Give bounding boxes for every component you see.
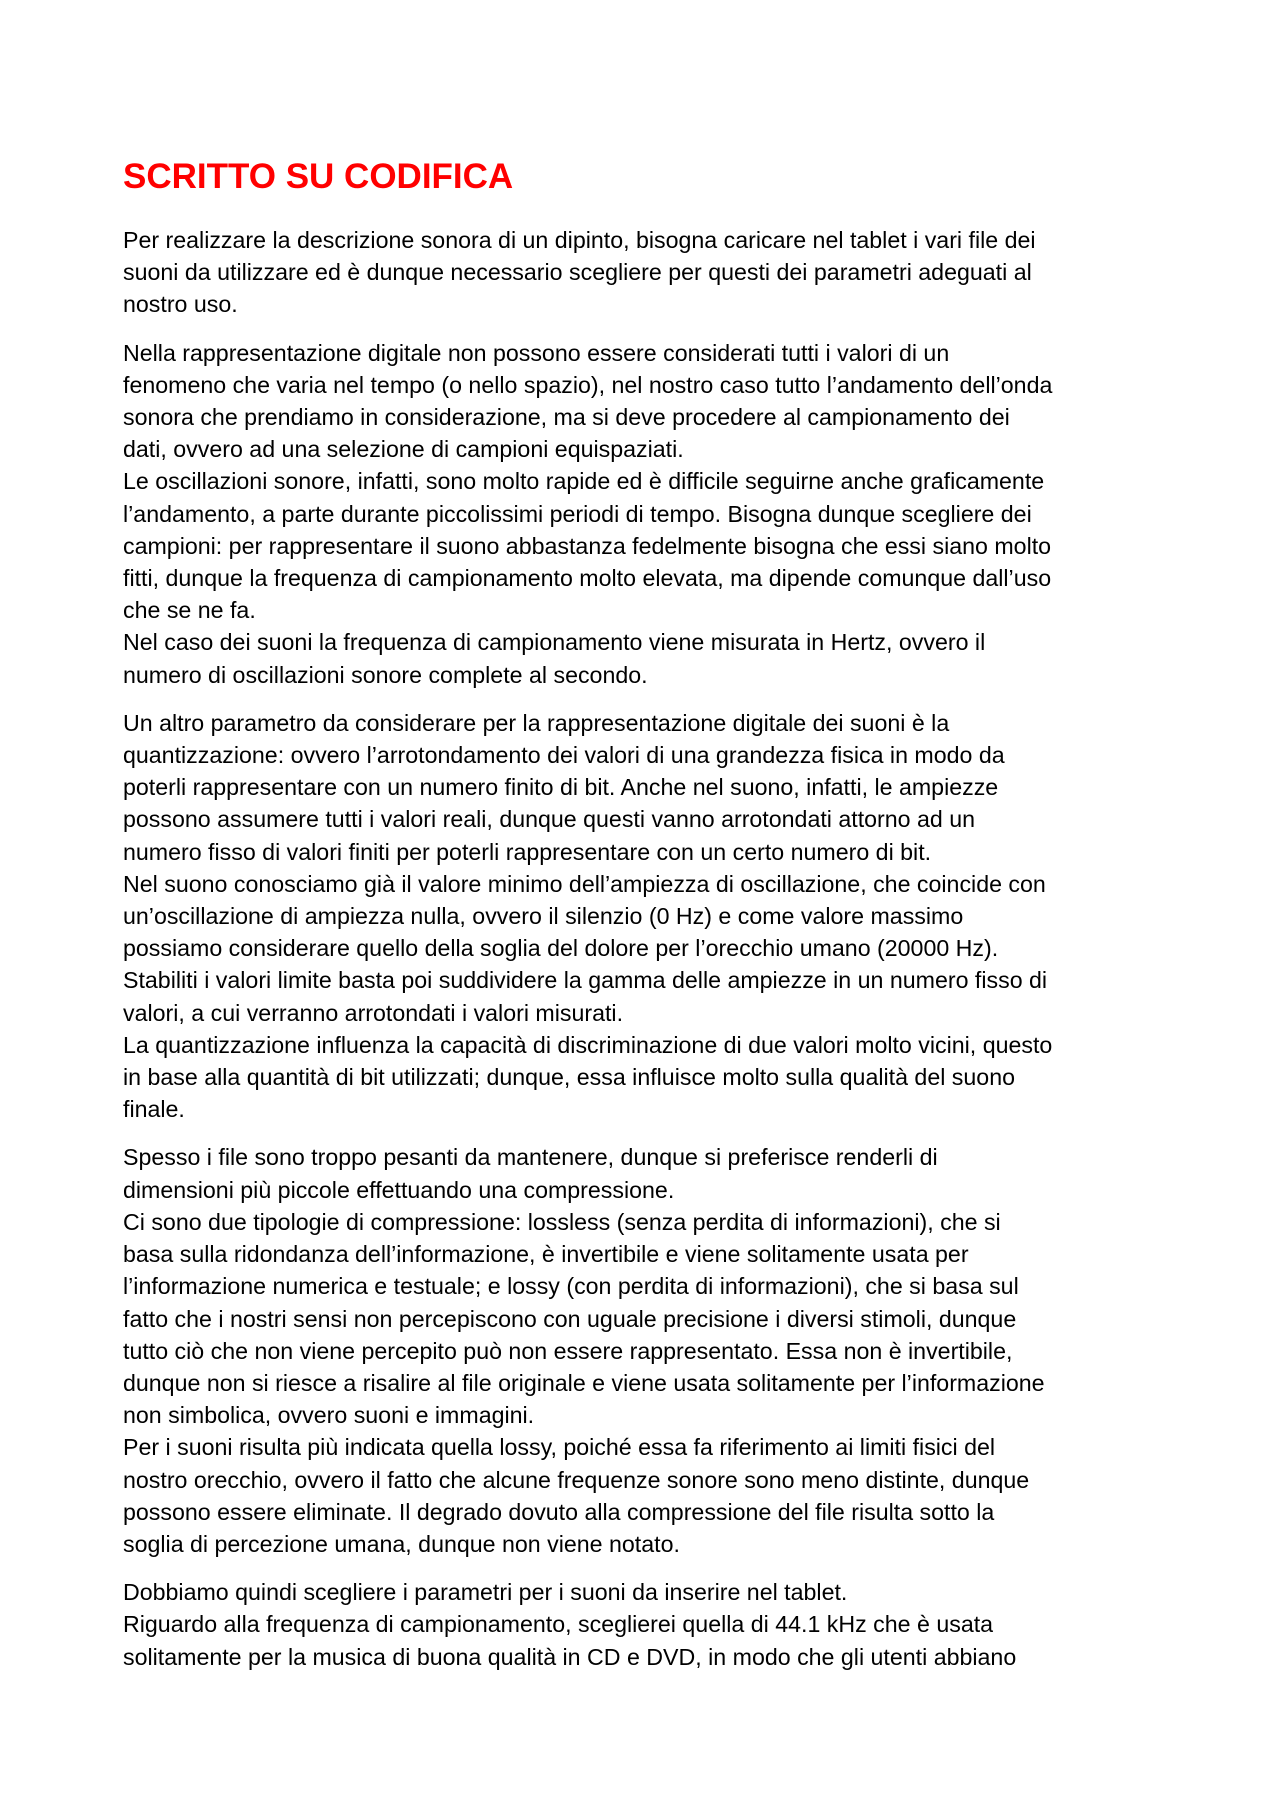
text-line: l’andamento, a parte durante piccolissimi periodi di tempo. Bisogna dunque scegliere dei (123, 500, 1032, 527)
text-line: Ci sono due tipologie di compressione: lossless (senza perdita di informazioni), che si (123, 1208, 1001, 1235)
text-line: tutto ciò che non viene percepito può non essere rappresentato. Essa non è invertibile, (123, 1337, 1013, 1364)
text-line: Per i suoni risulta più indicata quella lossy, poiché essa fa riferimento ai limiti fisici del (123, 1434, 996, 1461)
text-line: sonora che prendiamo in considerazione, ma si deve procedere al campionamento dei (123, 404, 1010, 431)
document-body (123, 156, 1183, 1689)
text-line: soglia di percezione umana, dunque non viene notato. (123, 1530, 680, 1557)
text-line: Per realizzare la descrizione sonora di un dipinto, bisogna caricare nel tablet i vari file dei (123, 227, 1036, 253)
text-line: un’oscillazione di ampiezza nulla, ovvero il silenzio (0 Hz) e come valore massimo (123, 903, 964, 930)
paragraph-campionamento (123, 337, 1183, 691)
text-line: Un altro parametro da considerare per la rappresentazione digitale dei suoni è la (123, 709, 950, 736)
text-line: Nel suono conosciamo già il valore minimo dell’ampiezza di oscillazione, che coincide con (123, 870, 1046, 897)
text-line: valori, a cui verranno arrotondati i valori misurati. (123, 999, 624, 1026)
text-line: basa sulla ridondanza dell’informazione, è invertibile e viene solitamente usata per (123, 1241, 969, 1268)
text-line: quantizzazione: ovvero l’arrotondamento dei valori di una grandezza fisica in modo da (123, 742, 1005, 769)
text-line: dati, ovvero ad una selezione di campioni equispaziati. (123, 436, 684, 463)
text-line: possono assumere tutti i valori reali, dunque questi vanno arrotondati attorno ad un (123, 806, 976, 833)
paragraph-compressione (123, 1141, 1183, 1560)
text-line: l’informazione numerica e testuale; e lossy (con perdita di informazioni), che si basa sul (123, 1273, 1019, 1300)
document-title: SCRITTO SU CODIFICA (123, 157, 514, 196)
text-line: finale. (123, 1096, 185, 1123)
text-line: La quantizzazione influenza la capacità di discriminazione di due valori molto vicini, questo (123, 1031, 1053, 1058)
text-line: possiamo considerare quello della soglia del dolore per l’orecchio umano (20000 Hz). (123, 935, 999, 962)
text-line: che se ne fa. (123, 597, 256, 624)
text-line: numero di oscillazioni sonore complete al secondo. (123, 661, 648, 688)
text-line: Riguardo alla frequenza di campionamento, sceglierei quella di 44.1 kHz che è usata (123, 1611, 994, 1638)
text-line: fitti, dunque la frequenza di campionamento molto elevata, ma dipende comunque dall’uso (123, 565, 1052, 592)
paragraph-parametri (123, 1576, 1183, 1673)
text-line: nostro orecchio, ovvero il fatto che alcune frequenze sonore sono meno distinte, dunque (123, 1466, 1030, 1493)
text-line: fenomeno che varia nel tempo (o nello spazio), nel nostro caso tutto l’andamento dell’onda (123, 371, 1053, 398)
text-line: dimensioni più piccole effettuando una compressione. (123, 1176, 675, 1203)
text-line: dunque non si riesce a risalire al file originale e viene usata solitamente per l’informazione (123, 1369, 1045, 1396)
text-line: Spesso i file sono troppo pesanti da mantenere, dunque si preferisce renderli di (123, 1144, 938, 1171)
text-line: suoni da utilizzare ed è dunque necessario scegliere per questi dei parametri adeguati al (123, 259, 1032, 286)
text-line: Stabiliti i valori limite basta poi suddividere la gamma delle ampiezze in un numero fisso di (123, 967, 1048, 994)
text-line: non simbolica, ovvero suoni e immagini. (123, 1402, 535, 1429)
text-line: Nella rappresentazione digitale non possono essere considerati tutti i valori di un (123, 339, 950, 366)
text-line: solitamente per la musica di buona qualità in CD e DVD, in modo che gli utenti abbiano (123, 1643, 1017, 1670)
text-line: possono essere eliminate. Il degrado dovuto alla compressione del file risulta sotto la (123, 1498, 995, 1525)
text-line: in base alla quantità di bit utilizzati; dunque, essa influisce molto sulla qualità del suono (123, 1064, 1015, 1091)
text-line: numero fisso di valori finiti per poterli rappresentare con un certo numero di bit. (123, 838, 932, 865)
text-line: Dobbiamo quindi scegliere i parametri per i suoni da inserire nel tablet. (123, 1579, 848, 1606)
text-line: campioni: per rappresentare il suono abbastanza fedelmente bisogna che essi siano molto (123, 532, 1052, 559)
paragraph-quantizzazione (123, 707, 1183, 1126)
text-line: fatto che i nostri sensi non percepiscono con uguale precisione i diversi stimoli, dunque (123, 1305, 1017, 1332)
paragraph-intro (123, 224, 1183, 321)
text-line: Nel caso dei suoni la frequenza di campionamento viene misurata in Hertz, ovvero il (123, 629, 986, 656)
text-line: poterli rappresentare con un numero finito di bit. Anche nel suono, infatti, le ampiezze (123, 774, 999, 801)
text-line: nostro uso. (123, 291, 238, 318)
text-line: Le oscillazioni sonore, infatti, sono molto rapide ed è difficile seguirne anche graficamente (123, 468, 1045, 495)
